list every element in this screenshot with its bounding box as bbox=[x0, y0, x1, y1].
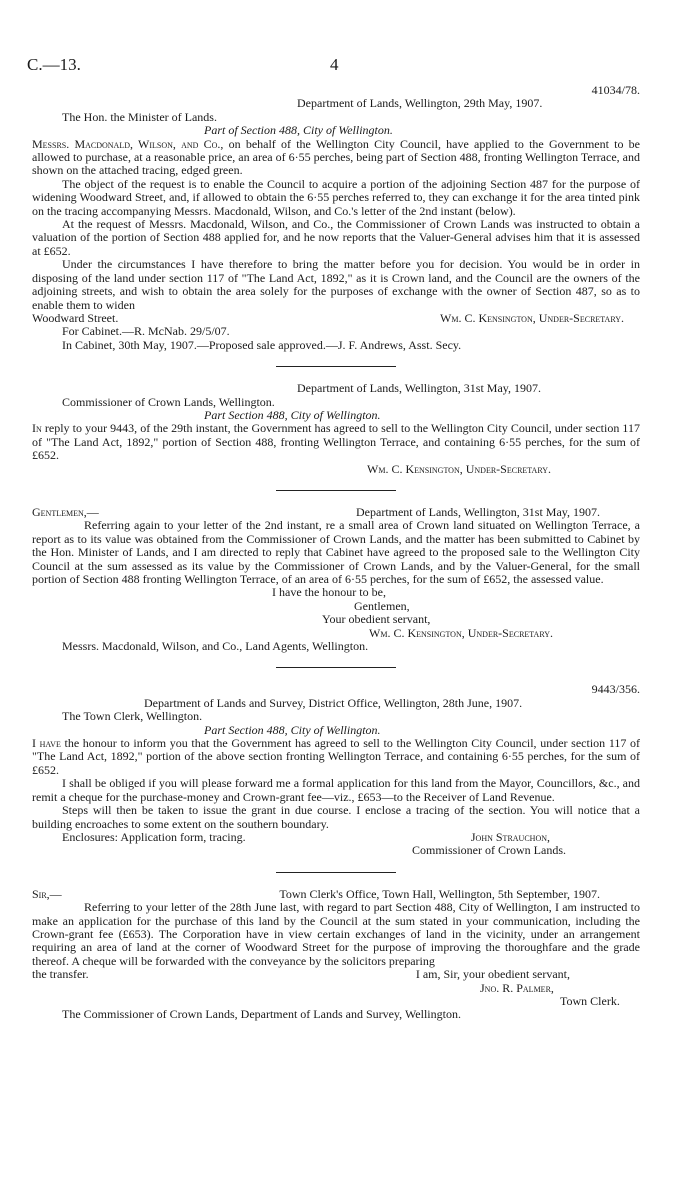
addressee: The Town Clerk, Wellington. bbox=[62, 709, 203, 724]
letter-land-agents bbox=[32, 506, 640, 653]
paragraph: Under the circumstances I have therefore to bring the matter before you for decision. You would be in order in disposing of the land under section 117 of "The Land Act, 1892," as it is Crown land, and the Council are the owners of the adjoining streets, and wish to obtain the area solely for the purposes of exchange with the owner of Section 487, so as to enable them to widen bbox=[32, 257, 640, 312]
paragraph: The object of the request is to enable the Council to acquire a portion of the adjoining Section 487 for the purpose of widening Woodward Street, and, if allowed to obtain the 6·55 perches referred to, they can exchange it for the area tinted pink on the tracing accompanying Messrs. Macdonald, Wilson, and Co.'s letter of the 2nd instant (below). bbox=[32, 176, 640, 218]
memo-minister bbox=[32, 84, 640, 352]
enclosures: Enclosures: Application form, tracing. bbox=[62, 829, 246, 844]
paragraph: At the request of Messrs. Macdonald, Wilson, and Co., the Commissioner of Crown Lands was instructed to obtain a valuation of the portion of Section 488 applied for, and he now reports that the Valuer-General advises him that it is assessed at £652. bbox=[32, 217, 640, 258]
cabinet-minute: In Cabinet, 30th May, 1907.—Proposed sale approved.—J. F. Andrews, Asst. Secy. bbox=[62, 337, 462, 352]
dateline: Department of Lands, Wellington, 31st May, 1907. bbox=[356, 504, 600, 519]
closing: I have the honour to be, bbox=[272, 585, 386, 600]
paragraph-end: the transfer. bbox=[32, 967, 89, 982]
addressee: Messrs. Macdonald, Wilson, and Co., Land Agents, Wellington. bbox=[62, 639, 369, 654]
signature-title: Commissioner of Crown Lands. bbox=[412, 843, 566, 858]
dateline: Department of Lands, Wellington, 29th May, 1907. bbox=[297, 96, 543, 111]
paragraph: Referring to your letter of the 28th June last, with regard to part Section 488, City of Wellington, I am instructed to make an application for the purchase of this land by the Council at the sum stated in your communication, including the Crown-grant fee (£653). The Corporation have in view certain exchanges of land in the vicinity, under an arrangement requiring an area of land at the corner of Woodward Street for the purpose of improving the thoroughfare and the grade thereof. A cheque will be forwarded with the conveyance by the solicitors preparing bbox=[32, 900, 640, 968]
lead-in: In bbox=[32, 421, 42, 436]
subject-line: Part Section 488, City of Wellington. bbox=[204, 722, 381, 737]
paragraph: the honour to inform you that the Government has agreed to sell to the Wellington City Council, under section 117 of "The Land Act, 1892," portion of the above section fronting Wellington Terrace, and containing 6·55 perches, for the sum of £652. bbox=[32, 736, 641, 777]
lead-in: Messrs. Macdonald, Wilson, and Co., bbox=[32, 136, 224, 151]
page-number: 4 bbox=[330, 55, 339, 74]
lead-in: I have bbox=[32, 736, 61, 751]
paragraph: on behalf of the Wellington City Council, have applied to the Government to be allowed to purchase, at a reasonable price, an area of 6·55 perches, being part of Section 488, fronting Wellington Terrace, and shown on the attached tracing, edged green. bbox=[32, 136, 641, 178]
file-reference: 9443/356. bbox=[591, 682, 640, 697]
signature-name: Jno. R. Palmer, bbox=[480, 980, 554, 995]
paragraph: Steps will then be taken to issue the grant in due course. I enclose a tracing of the section. You will notice that a building encroaches to some extent on the southern boundary. bbox=[32, 803, 640, 831]
letter-commissioner-reply bbox=[32, 888, 640, 1022]
signature-title: Town Clerk. bbox=[560, 993, 620, 1008]
closing: Gentlemen, bbox=[354, 598, 410, 613]
dateline: Department of Lands and Survey, District Office, Wellington, 28th June, 1907. bbox=[144, 695, 523, 710]
section-divider bbox=[276, 872, 396, 873]
signature: Wm. C. Kensington, Under-Secretary. bbox=[367, 461, 551, 476]
memo-commissioner bbox=[32, 382, 640, 476]
dateline: Town Clerk's Office, Town Hall, Wellington, 5th September, 1907. bbox=[279, 886, 600, 901]
salutation: Sir,— bbox=[32, 886, 62, 901]
dateline: Department of Lands, Wellington, 31st May, 1907. bbox=[297, 381, 541, 396]
document-body bbox=[32, 84, 640, 1022]
cabinet-minute: For Cabinet.—R. McNab. 29/5/07. bbox=[62, 324, 230, 339]
subject-line: Part Section 488, City of Wellington. bbox=[204, 407, 381, 422]
paragraph: Referring again to your letter of the 2nd instant, re a small area of Crown land situated on Wellington Terrace, a report as to its value was obtained from the Commissioner of Crown Lands, and the matter has been submitted to Cabinet by the Hon. Minister of Lands, and I am directed to reply that Cabinet have agreed to the proposed sale to the Wellington City Council at the sum assessed as its value by the Commissioner of Crown Lands, and by the Valuer-General, for the small portion of Section 488 fronting Wellington Terrace, of an area of 6·55 perches, for the sum of £652, the assessed value. bbox=[32, 518, 640, 586]
closing: I am, Sir, your obedient servant, bbox=[415, 967, 570, 982]
section-divider bbox=[276, 667, 396, 668]
section-divider bbox=[276, 366, 396, 367]
paragraph: I shall be obliged if you will please forward me a formal application for this land from the Mayor, Councillors, &c., and remit a cheque for the purchase-money and Crown-grant fee—viz., £653—to the Receiver of Land Revenue. bbox=[32, 776, 640, 804]
section-divider bbox=[276, 490, 396, 491]
addressee: Commissioner of Crown Lands, Wellington. bbox=[62, 394, 275, 409]
series-number: C.—13. bbox=[27, 55, 81, 74]
subject-line: Part of Section 488, City of Wellington. bbox=[204, 123, 393, 138]
signature: Wm. C. Kensington, Under-Secretary. bbox=[440, 310, 624, 325]
signature-name: John Strauchon, bbox=[470, 829, 550, 844]
file-reference: 41034/78. bbox=[591, 83, 640, 97]
addressee: The Hon. the Minister of Lands. bbox=[62, 109, 217, 124]
salutation: Gentlemen,— bbox=[32, 504, 99, 519]
addressee: The Commissioner of Crown Lands, Department of Lands and Survey, Wellington. bbox=[62, 1007, 461, 1022]
signature: Wm. C. Kensington, Under-Secretary. bbox=[369, 625, 553, 640]
paragraph-end: Woodward Street. bbox=[32, 310, 119, 325]
letter-town-clerk bbox=[32, 683, 640, 857]
paragraph: reply to your 9443, of the 29th instant, the Government has agreed to sell to the Wellington City Council, under section 117 of "The Land Act, 1892," portion of Section 488, fronting Wellington Terrace, and containing 6·55 perches, for the sum of £652. bbox=[32, 421, 640, 463]
closing: Your obedient servant, bbox=[322, 612, 431, 627]
